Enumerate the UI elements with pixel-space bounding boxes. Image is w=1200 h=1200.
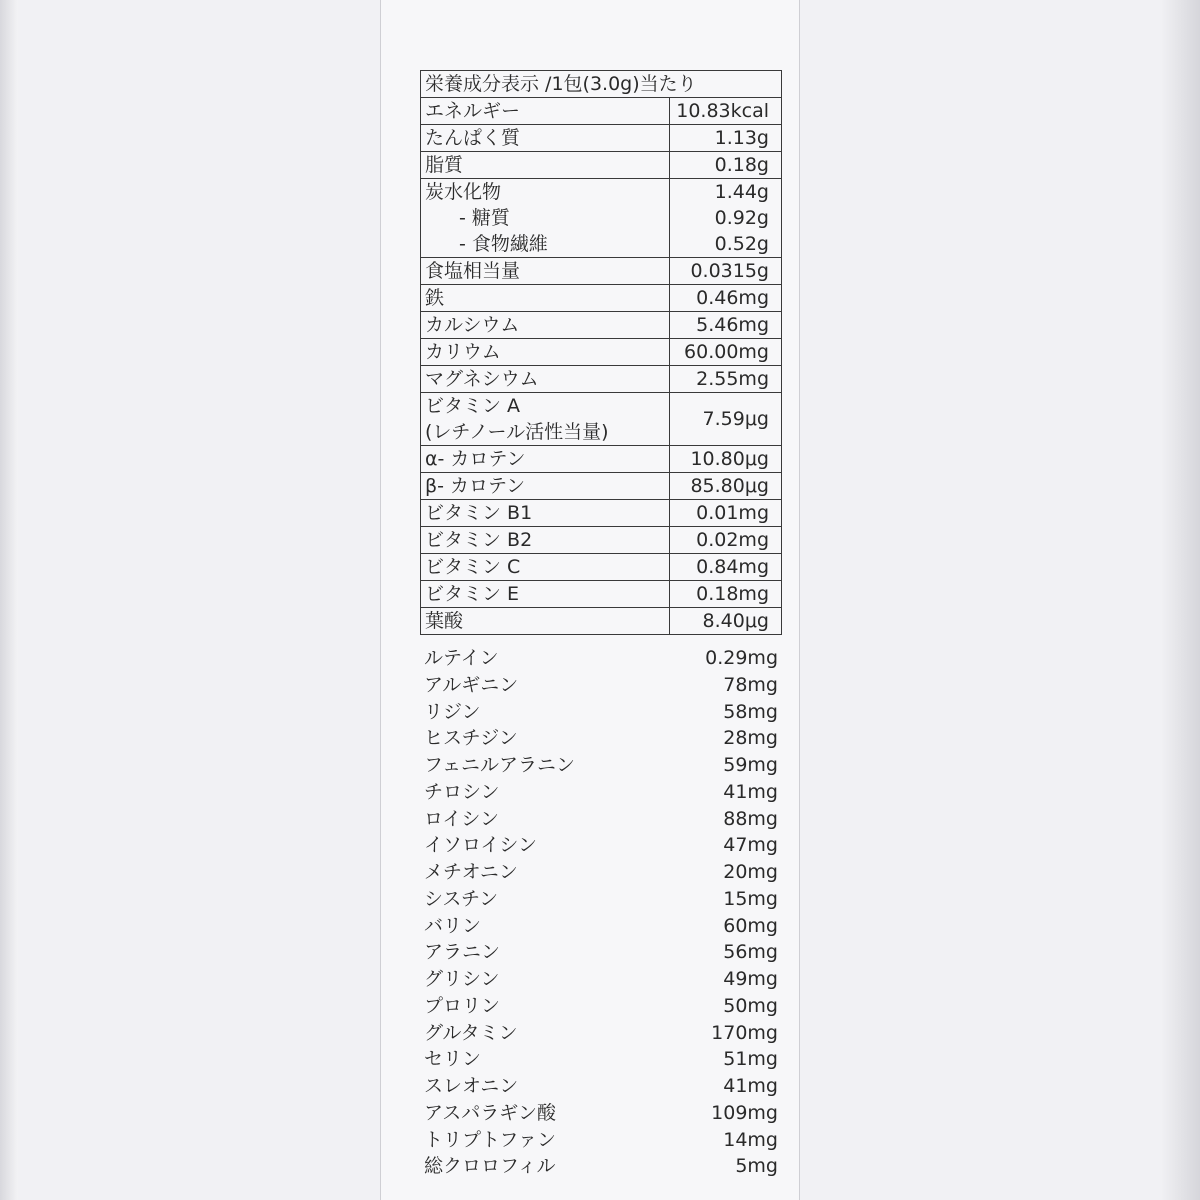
box-right-side (800, 0, 1162, 1200)
nutrition-row (421, 500, 782, 527)
nutrition-row (421, 608, 782, 635)
nutrient-name-line1: ビタミン A (425, 395, 521, 417)
box-right-edge (1162, 0, 1200, 1200)
list-item (424, 779, 780, 806)
ingredient-value: 41mg (723, 780, 778, 803)
nutrition-header-row (421, 71, 782, 98)
nutrition-row (421, 527, 782, 554)
nutrition-row (421, 179, 782, 206)
nutrient-value: 10.83kcal (670, 98, 782, 125)
nutrition-row (421, 312, 782, 339)
ingredient-value: 51mg (723, 1048, 778, 1071)
nutrient-value: 7.59μg (670, 393, 782, 446)
nutrient-name: カリウム (421, 339, 670, 366)
nutrient-value: 1.13g (670, 125, 782, 152)
nutrient-name: エネルギー (421, 98, 670, 125)
nutrient-name: ビタミン E (421, 581, 670, 608)
ingredient-value: 59mg (723, 754, 778, 776)
nutrient-name (421, 393, 670, 446)
other-ingredients-list (424, 645, 780, 1180)
ingredient-value: 28mg (723, 727, 778, 750)
nutrition-row (421, 125, 782, 152)
ingredient-name: スレオニン (424, 1075, 519, 1097)
nutrient-value: 8.40μg (670, 608, 782, 635)
nutrient-value: 0.46mg (670, 285, 782, 312)
ingredient-name: メチオニン (424, 861, 518, 883)
ingredient-name: リジン (424, 700, 481, 723)
list-item (424, 1020, 780, 1047)
ingredient-name: バリン (424, 914, 482, 937)
ingredient-value: 60mg (723, 914, 778, 937)
list-item (424, 1100, 780, 1127)
nutrition-row (421, 339, 782, 366)
ingredient-name: ヒスチジン (424, 727, 518, 750)
nutrient-name: 脂質 (421, 152, 670, 179)
nutrition-title: 栄養成分表示 /1包(3.0g)当たり (421, 71, 782, 98)
ingredient-value: 47mg (723, 834, 778, 857)
list-item (424, 1127, 780, 1154)
nutrition-row (421, 366, 782, 393)
ingredient-value: 20mg (723, 861, 778, 883)
box-left-edge (0, 0, 18, 1200)
list-item (424, 859, 780, 886)
list-item (424, 939, 780, 966)
nutrition-row (421, 98, 782, 125)
nutrition-facts-table (420, 70, 782, 635)
nutrition-row (421, 152, 782, 179)
box-left-side (18, 0, 380, 1200)
ingredient-value: 170mg (711, 1021, 778, 1044)
nutrient-name: ビタミン C (421, 554, 670, 581)
nutrition-row-vitamin-a (421, 393, 782, 446)
nutrient-value: 0.52g (670, 231, 782, 258)
ingredient-value: 58mg (723, 700, 778, 723)
list-item (424, 806, 780, 833)
ingredient-name: シスチン (424, 887, 499, 910)
list-item (424, 1073, 780, 1100)
ingredient-name: イソロイシン (424, 834, 537, 857)
nutrient-name-line2: (レチノール活性当量) (425, 421, 609, 443)
ingredient-name: チロシン (424, 780, 500, 803)
nutrient-name: たんぱく質 (421, 125, 670, 152)
nutrient-name: β- カロテン (421, 473, 670, 500)
nutrient-name: 葉酸 (421, 608, 670, 635)
ingredient-value: 15mg (723, 887, 778, 910)
ingredient-name: トリプトファン (424, 1128, 557, 1151)
nutrient-value: 0.18mg (670, 581, 782, 608)
ingredient-name: 総クロロフィル (424, 1155, 556, 1178)
ingredient-name: アラニン (424, 941, 501, 964)
nutrient-name: 炭水化物 (421, 179, 670, 206)
nutrient-name: ビタミン B1 (421, 500, 670, 527)
ingredient-value: 5mg (735, 1155, 778, 1178)
nutrition-row (421, 554, 782, 581)
ingredient-value: 14mg (723, 1128, 778, 1151)
ingredient-value: 49mg (723, 968, 778, 990)
nutrient-value: 0.18g (670, 152, 782, 179)
nutrition-row (421, 581, 782, 608)
list-item (424, 752, 780, 779)
ingredient-name: アルギニン (424, 673, 519, 696)
ingredient-name: グリシン (424, 968, 500, 990)
ingredient-name: セリン (424, 1048, 482, 1071)
ingredient-name: アスパラギン酸 (424, 1101, 557, 1124)
ingredient-value: 50mg (723, 994, 778, 1017)
nutrient-value: 0.84mg (670, 554, 782, 581)
nutrient-name: ビタミン B2 (421, 527, 670, 554)
nutrition-row (421, 285, 782, 312)
nutrient-value: 0.02mg (670, 527, 782, 554)
nutrient-name: 鉄 (421, 285, 670, 312)
nutrition-row (421, 258, 782, 285)
ingredient-name: フェニルアラニン (424, 754, 576, 776)
nutrient-value: 10.80μg (670, 446, 782, 473)
nutrition-subrow (421, 231, 782, 258)
list-item (424, 725, 780, 752)
ingredient-value: 0.29mg (705, 647, 778, 669)
list-item (424, 966, 780, 993)
list-item (424, 832, 780, 859)
list-item (424, 645, 780, 672)
ingredient-value: 56mg (723, 941, 778, 964)
ingredient-name: プロリン (424, 994, 501, 1017)
nutrient-name: - 糖質 (421, 205, 670, 231)
nutrition-row (421, 473, 782, 500)
nutrient-value: 5.46mg (670, 312, 782, 339)
ingredient-value: 88mg (723, 807, 778, 830)
nutrition-subrow (421, 205, 782, 231)
ingredient-value: 41mg (723, 1075, 778, 1097)
list-item (424, 913, 780, 940)
ingredient-value: 78mg (723, 673, 778, 696)
nutrition-row (421, 446, 782, 473)
nutrient-value: 2.55mg (670, 366, 782, 393)
list-item (424, 993, 780, 1020)
nutrient-value: 85.80μg (670, 473, 782, 500)
ingredient-value: 109mg (711, 1101, 778, 1124)
nutrient-name: マグネシウム (421, 366, 670, 393)
ingredient-name: グルタミン (424, 1021, 518, 1044)
list-item (424, 1046, 780, 1073)
ingredient-name: ロイシン (424, 807, 499, 830)
ingredient-name: ルテイン (424, 647, 499, 669)
nutrient-name: - 食物繊維 (421, 231, 670, 258)
nutrient-value: 1.44g (670, 179, 782, 206)
list-item (424, 1153, 780, 1180)
nutrient-value: 60.00mg (670, 339, 782, 366)
nutrient-name: α- カロテン (421, 446, 670, 473)
nutrient-value: 0.0315g (670, 258, 782, 285)
nutrient-value: 0.01mg (670, 500, 782, 527)
list-item (424, 699, 780, 726)
list-item (424, 672, 780, 699)
nutrient-name: 食塩相当量 (421, 258, 670, 285)
nutrient-value: 0.92g (670, 205, 782, 231)
list-item (424, 886, 780, 913)
nutrient-name: カルシウム (421, 312, 670, 339)
